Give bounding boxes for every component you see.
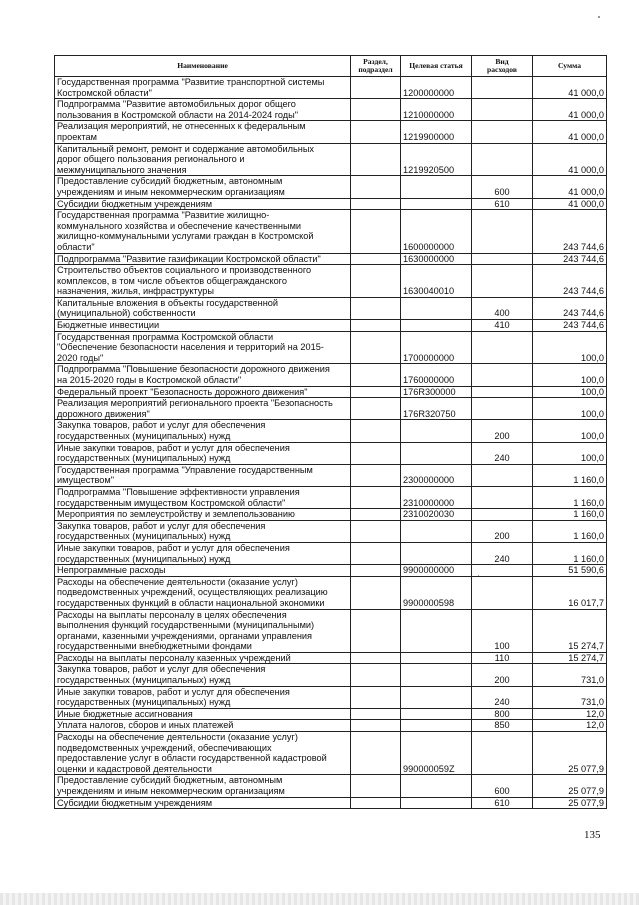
cell-name: Закупка товаров, работ и услуг для обеспечения государственных (муниципальных) нужд	[55, 664, 351, 686]
cell-target: 1219920500	[401, 143, 472, 176]
cell-name: Уплата налогов, сборов и иных платежей	[55, 720, 351, 732]
table-row	[55, 652, 607, 664]
table-row	[55, 297, 607, 319]
cell-type: 400	[472, 297, 533, 319]
cell-type	[472, 386, 533, 398]
cell-target: 2310020030	[401, 509, 472, 521]
cell-section	[351, 210, 401, 253]
table-row	[55, 176, 607, 198]
cell-sum: 100,0	[533, 331, 607, 364]
cell-sum: 41 000,0	[533, 121, 607, 143]
cell-type: 200	[472, 420, 533, 442]
cell-type	[472, 464, 533, 486]
table-row	[55, 442, 607, 464]
cell-type	[472, 121, 533, 143]
cell-name: Иные бюджетные ассигнования	[55, 708, 351, 720]
cell-type	[472, 732, 533, 775]
cell-sum: 100,0	[533, 420, 607, 442]
table-row	[55, 331, 607, 364]
cell-type	[472, 265, 533, 298]
cell-type: 600	[472, 775, 533, 797]
table-row	[55, 77, 607, 99]
cell-name: Капитальные вложения в объекты государственной (муниципальной) собственности	[55, 297, 351, 319]
cell-section	[351, 77, 401, 99]
cell-type	[472, 331, 533, 364]
cell-type: 100	[472, 609, 533, 652]
cell-type: 800	[472, 708, 533, 720]
cell-sum: 100,0	[533, 442, 607, 464]
cell-sum: 731,0	[533, 686, 607, 708]
cell-sum: 41 000,0	[533, 99, 607, 121]
cell-name: Иные закупки товаров, работ и услуг для обеспечения государственных (муниципальных) нужд	[55, 542, 351, 564]
cell-type	[472, 398, 533, 420]
table-row	[55, 509, 607, 521]
cell-section	[351, 509, 401, 521]
cell-type	[472, 364, 533, 386]
cell-target: 1630000000	[401, 253, 472, 265]
cell-target	[401, 609, 472, 652]
cell-name: Расходы на выплаты персоналу казенных учреждений	[55, 652, 351, 664]
cell-type	[472, 576, 533, 609]
table-row	[55, 143, 607, 176]
table-row	[55, 198, 607, 210]
cell-section	[351, 320, 401, 332]
cell-section	[351, 99, 401, 121]
cell-sum: 1 160,0	[533, 542, 607, 564]
cell-section	[351, 775, 401, 797]
cell-type: 240	[472, 542, 533, 564]
cell-sum: 41 000,0	[533, 198, 607, 210]
cell-target	[401, 652, 472, 664]
cell-section	[351, 297, 401, 319]
cell-sum: 15 274,7	[533, 652, 607, 664]
cell-target: 176R320750	[401, 398, 472, 420]
table-row	[55, 364, 607, 386]
cell-section	[351, 720, 401, 732]
table-row	[55, 486, 607, 508]
cell-target: 2310000000	[401, 486, 472, 508]
cell-target	[401, 320, 472, 332]
cell-sum: 41 000,0	[533, 176, 607, 198]
cell-sum: 16 017,7	[533, 576, 607, 609]
cell-target	[401, 708, 472, 720]
cell-name: Иные закупки товаров, работ и услуг для обеспечения государственных (муниципальных) нужд	[55, 686, 351, 708]
cell-target	[401, 176, 472, 198]
cell-name: Государственная программа "Развитие жилищно- коммунального хозяйства и обеспечение качественными жилищно-коммунальными услугами граждан в Костромской области"	[55, 210, 351, 253]
cell-type	[472, 509, 533, 521]
cell-section	[351, 686, 401, 708]
cell-type: 610	[472, 198, 533, 210]
cell-target: 1210000000	[401, 99, 472, 121]
cell-section	[351, 364, 401, 386]
cell-type: 200	[472, 520, 533, 542]
cell-name: Предоставление субсидий бюджетным, автономным учреждениям и иным некоммерческим организациям	[55, 176, 351, 198]
cell-name: Закупка товаров, работ и услуг для обеспечения государственных (муниципальных) нужд	[55, 520, 351, 542]
table-row	[55, 121, 607, 143]
cell-target: 1600000000	[401, 210, 472, 253]
cell-name: Непрограммные расходы	[55, 565, 351, 577]
cell-section	[351, 398, 401, 420]
cell-section	[351, 121, 401, 143]
cell-sum: 25 077,9	[533, 775, 607, 797]
cell-name: Субсидии бюджетным учреждениям	[55, 797, 351, 809]
cell-sum: 51 590,6	[533, 565, 607, 577]
budget-table	[54, 55, 607, 809]
cell-sum: 12,0	[533, 708, 607, 720]
cell-sum: 731,0	[533, 664, 607, 686]
cell-type: 200	[472, 664, 533, 686]
table-row	[55, 420, 607, 442]
cell-section	[351, 664, 401, 686]
cell-section	[351, 143, 401, 176]
cell-target	[401, 420, 472, 442]
cell-type	[472, 143, 533, 176]
cell-target: 1630040010	[401, 265, 472, 298]
cell-section	[351, 797, 401, 809]
cell-type	[472, 210, 533, 253]
cell-section	[351, 442, 401, 464]
cell-type	[472, 253, 533, 265]
cell-target	[401, 198, 472, 210]
table-row	[55, 210, 607, 253]
cell-type: 600	[472, 176, 533, 198]
cell-section	[351, 253, 401, 265]
cell-sum: 41 000,0	[533, 77, 607, 99]
cell-name: Закупка товаров, работ и услуг для обеспечения государственных (муниципальных) нужд	[55, 420, 351, 442]
cell-sum: 15 274,7	[533, 609, 607, 652]
cell-name: Расходы на обеспечение деятельности (оказание услуг) подведомственных учреждений, осуществляющих реализацию государственных функций в области национальной экономики	[55, 576, 351, 609]
cell-section	[351, 176, 401, 198]
table-row	[55, 386, 607, 398]
header-section: Раздел, подраздел	[351, 56, 401, 77]
cell-target	[401, 542, 472, 564]
cell-section	[351, 565, 401, 577]
cell-target: 176R300000	[401, 386, 472, 398]
cell-name: Капитальный ремонт, ремонт и содержание автомобильных дорог общего пользования регионального и межмуниципального значения	[55, 143, 351, 176]
cell-sum: 1 160,0	[533, 520, 607, 542]
cell-sum: 243 744,6	[533, 210, 607, 253]
cell-sum: 100,0	[533, 364, 607, 386]
cell-target: 990000059Z	[401, 732, 472, 775]
header-target: Целевая статья	[401, 56, 472, 77]
table-row	[55, 565, 607, 577]
cell-name: Государственная программа "Управление государственным имуществом"	[55, 464, 351, 486]
cell-name: Подпрограмма "Развитие автомобильных дорог общего пользования в Костромской области на 2014-2024 годы"	[55, 99, 351, 121]
scan-speck	[598, 16, 600, 18]
cell-target: 1700000000	[401, 331, 472, 364]
cell-type: 410	[472, 320, 533, 332]
header-name: Наименование	[55, 56, 351, 77]
cell-section	[351, 732, 401, 775]
table-row	[55, 576, 607, 609]
header-row	[55, 56, 607, 77]
table-row	[55, 99, 607, 121]
cell-section	[351, 520, 401, 542]
table-row	[55, 265, 607, 298]
table-row	[55, 609, 607, 652]
cell-target	[401, 686, 472, 708]
cell-target	[401, 775, 472, 797]
cell-target	[401, 297, 472, 319]
cell-target: 9900000598	[401, 576, 472, 609]
table-row	[55, 464, 607, 486]
cell-type	[472, 565, 533, 577]
cell-section	[351, 652, 401, 664]
cell-sum: 41 000,0	[533, 143, 607, 176]
table-row	[55, 542, 607, 564]
header-sum: Сумма	[533, 56, 607, 77]
cell-section	[351, 198, 401, 210]
cell-name: Строительство объектов социального и производственного комплексов, в том числе объектов общегражданского назначения, жилья, инфраструктуры	[55, 265, 351, 298]
cell-section	[351, 464, 401, 486]
cell-type	[472, 99, 533, 121]
cell-section	[351, 542, 401, 564]
cell-sum: 100,0	[533, 398, 607, 420]
cell-section	[351, 265, 401, 298]
cell-sum: 243 744,6	[533, 253, 607, 265]
cell-name: Подпрограмма "Развитие газификации Костромской области"	[55, 253, 351, 265]
cell-name: Государственная программа Костромской области "Обеспечение безопасности населения и территорий на 2015- 2020 годы"	[55, 331, 351, 364]
cell-name: Государственная программа "Развитие транспортной системы Костромской области"	[55, 77, 351, 99]
cell-name: Расходы на выплаты персоналу в целях обеспечения выполнения функций государственными (муниципальными) органами, казенными учреждениями, органами управления государственными внебюджетными фондами	[55, 609, 351, 652]
cell-target: 2300000000	[401, 464, 472, 486]
cell-sum: 1 160,0	[533, 464, 607, 486]
cell-name: Федеральный проект "Безопасность дорожного движения"	[55, 386, 351, 398]
table-row	[55, 520, 607, 542]
cell-section	[351, 420, 401, 442]
cell-target	[401, 720, 472, 732]
page-number: 135	[584, 829, 601, 841]
cell-section	[351, 708, 401, 720]
header-type: Вид расходов	[472, 56, 533, 77]
cell-type: 610	[472, 797, 533, 809]
cell-sum: 1 160,0	[533, 486, 607, 508]
cell-name: Бюджетные инвестиции	[55, 320, 351, 332]
cell-section	[351, 486, 401, 508]
cell-type	[472, 77, 533, 99]
table-row	[55, 686, 607, 708]
cell-target: 1760000000	[401, 364, 472, 386]
cell-type: 850	[472, 720, 533, 732]
cell-name: Подпрограмма "Повышение безопасности дорожного движения на 2015-2020 годы в Костромской области"	[55, 364, 351, 386]
cell-sum: 243 744,6	[533, 265, 607, 298]
table-row	[55, 398, 607, 420]
cell-target	[401, 520, 472, 542]
cell-name: Предоставление субсидий бюджетным, автономным учреждениям и иным некоммерческим организациям	[55, 775, 351, 797]
table-row	[55, 797, 607, 809]
cell-name: Расходы на обеспечение деятельности (оказание услуг) подведомственных учреждений, обеспечивающих предоставление услуг в области государственной кадастровой оценки и кадастровой деятельности	[55, 732, 351, 775]
cell-target	[401, 664, 472, 686]
table-row	[55, 720, 607, 732]
table-row	[55, 708, 607, 720]
cell-target: 1219900000	[401, 121, 472, 143]
cell-sum: 243 744,6	[533, 297, 607, 319]
cell-target	[401, 797, 472, 809]
cell-section	[351, 576, 401, 609]
cell-target	[401, 442, 472, 464]
cell-name: Подпрограмма "Повышение эффективности управления государственным имуществом Костромской области"	[55, 486, 351, 508]
table-row	[55, 253, 607, 265]
cell-sum: 100,0	[533, 386, 607, 398]
cell-section	[351, 609, 401, 652]
cell-type: 240	[472, 442, 533, 464]
cell-target: 1200000000	[401, 77, 472, 99]
cell-name: Иные закупки товаров, работ и услуг для обеспечения государственных (муниципальных) нужд	[55, 442, 351, 464]
cell-type	[472, 486, 533, 508]
table-row	[55, 320, 607, 332]
cell-sum: 243 744,6	[533, 320, 607, 332]
cell-sum: 25 077,9	[533, 732, 607, 775]
cell-section	[351, 386, 401, 398]
cell-name: Реализация мероприятий регионального проекта "Безопасность дорожного движения"	[55, 398, 351, 420]
cell-sum: 12,0	[533, 720, 607, 732]
cell-name: Субсидии бюджетным учреждениям	[55, 198, 351, 210]
cell-sum: 1 160,0	[533, 509, 607, 521]
scan-edge	[0, 893, 639, 905]
table-row	[55, 775, 607, 797]
table-row	[55, 664, 607, 686]
table-row	[55, 732, 607, 775]
cell-target: 9900000000	[401, 565, 472, 577]
cell-type: 110	[472, 652, 533, 664]
cell-section	[351, 331, 401, 364]
cell-type: 240	[472, 686, 533, 708]
cell-name: Реализация мероприятий, не отнесенных к федеральным проектам	[55, 121, 351, 143]
cell-sum: 25 077,9	[533, 797, 607, 809]
cell-name: Мероприятия по землеустройству и землепользованию	[55, 509, 351, 521]
